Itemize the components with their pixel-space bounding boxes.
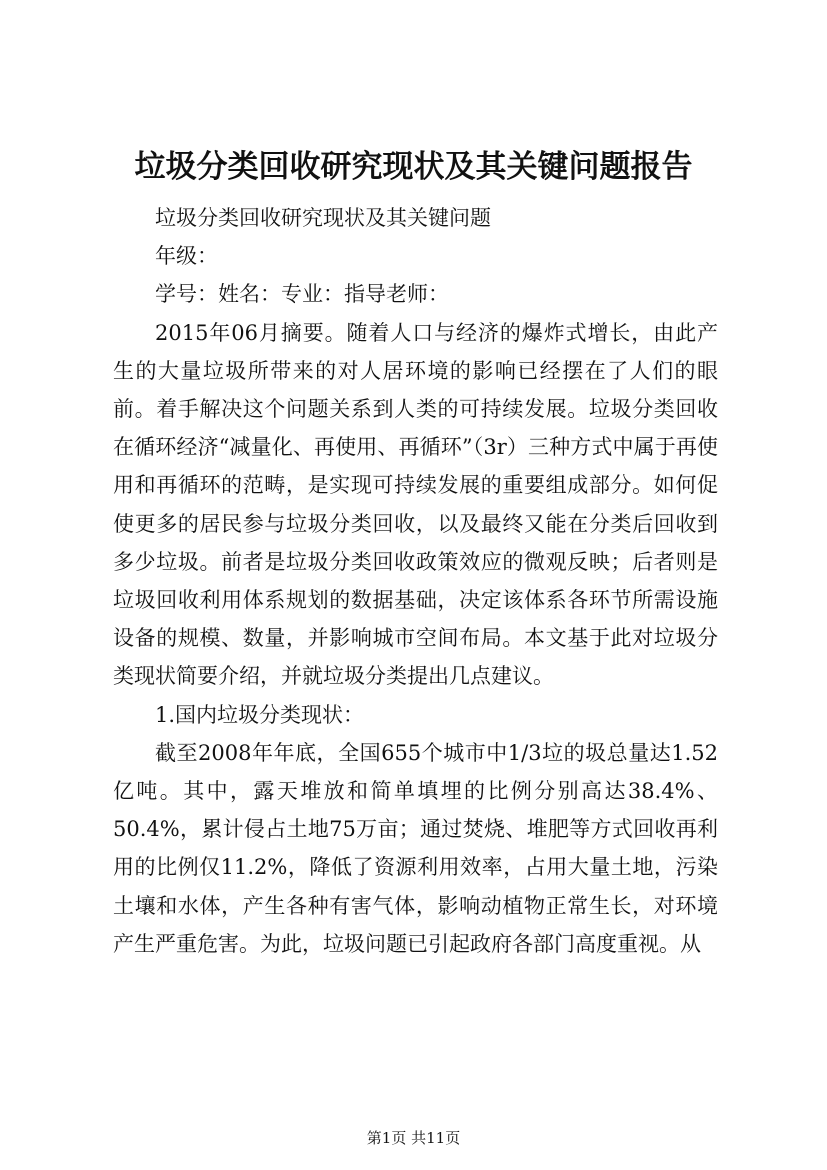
subtitle-paragraph: 垃圾分类回收研究现状及其关键问题	[155, 206, 491, 230]
abstract-paragraph: 2015年06月摘要。随着人口与经济的爆炸式增长，由此产生的大量垃圾所带来的对人居环境的影响已经摆在了人们的眼前。着手解决这个问题关系到人类的可持续发展。垃圾分类回收在循环经济“减量化、再使用、再循环”（3r）三种方式中属于再使用和再循环的范畴，是实现可持续发展的重要组成部分。如何促使更多的居民参与垃圾分类回收，以及最终又能在分类后回收到多少垃圾。前者是垃圾分类回收政策效应的微观反映；后者则是垃圾回收利用体系规划的数据基础，决定该体系各环节所需设施设备的规模、数量，并影响城市空间布局。本文基于此对垃圾分类现状简要介绍，并就垃圾分类提出几点建议。	[113, 320, 718, 689]
section-heading: 1.国内垃圾分类现状：	[155, 702, 365, 727]
document-body	[113, 199, 718, 963]
section-paragraph: 截至2008年年底，全国655个城市中1/3垃的圾总量达1.52亿吨。其中，露天堆放和简单填埋的比例分别高达38.4%、50.4%，累计侵占土地75万亩；通过焚烧、堆肥等方式回收再利用的比例仅11.2%，降低了资源利用效率，占用大量土地，污染土壤和水体，产生各种有害气体，影响动植物正常生长，对环境产生严重危害。为此，垃圾问题已引起政府各部门高度重视。从	[113, 740, 718, 956]
page-number: 第1页 共11页	[366, 1129, 461, 1147]
document-title: 垃圾分类回收研究现状及其关键问题报告	[134, 149, 693, 185]
grade-paragraph: 年级：	[155, 244, 218, 269]
student-info-paragraph: 学号：姓名：专业：指导老师：	[155, 282, 449, 307]
